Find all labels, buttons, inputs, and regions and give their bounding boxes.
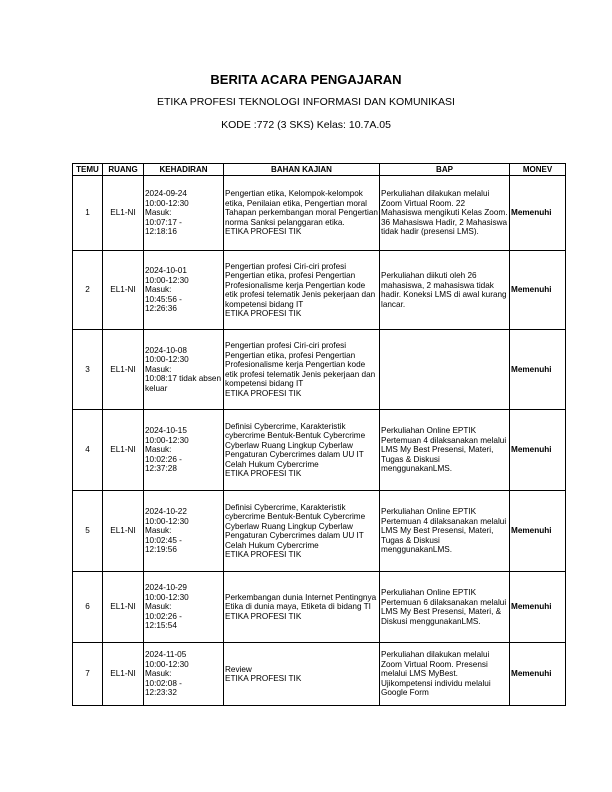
ruang-cell: EL1-NI [103, 643, 144, 706]
temu-cell: 4 [73, 410, 103, 491]
bahan-kajian-cell: Pengertian profesi Ciri-ciri profesi Pengertian etika, profesi Pengertian Profesionalisme kerja Pengertian kode etik profesi telematik Jenis pekerjaan dan kompetensi bidang IT ETIKA PROFESI TIK [224, 330, 380, 410]
temu-cell: 3 [73, 330, 103, 410]
bap-cell: Perkuliahan dilakukan melalui Zoom Virtual Room. Presensi melalui LMS MyBest. Ujikompetensi individu melalui Google Form [380, 643, 510, 706]
ruang-cell: EL1-NI [103, 410, 144, 491]
monev-cell: Memenuhi [510, 643, 566, 706]
course-code-line: KODE :772 (3 SKS) Kelas: 10.7A.05 [221, 119, 391, 131]
bahan-kajian-cell: Definisi Cybercrime, Karakteristik cybercrime Bentuk-Bentuk Cybercrime Cyberlaw Ruang Lingkup Cyberlaw Pengaturan Cybercrimes dalam UU IT Celah Hukum Cybercrime ETIKA PROFESI TIK [224, 410, 380, 491]
monev-cell: Memenuhi [510, 251, 566, 330]
bahan-kajian-cell: Pengertian etika, Kelompok-kelompok etika, Penilaian etika, Pengertian moral Tahapan perkembangan moral Pengertian norma Sanksi pelanggaran etika. ETIKA PROFESI TIK [224, 176, 380, 251]
column-header-temu: TEMU [73, 164, 103, 176]
temu-cell: 2 [73, 251, 103, 330]
column-header-kehadiran: KEHADIRAN [144, 164, 224, 176]
column-header-bahan-kajian: BAHAN KAJIAN [224, 164, 380, 176]
kehadiran-cell: 2024-10-15 10:00-12:30 Masuk: 10:02:26 - 12:37:28 [144, 410, 224, 491]
temu-cell: 6 [73, 572, 103, 643]
monev-cell: Memenuhi [510, 572, 566, 643]
kehadiran-cell: 2024-10-08 10:00-12:30 Masuk: 10:08:17 tidak absen keluar [144, 330, 224, 410]
table-row [73, 176, 566, 251]
bap-cell [380, 330, 510, 410]
temu-cell: 1 [73, 176, 103, 251]
course-name: ETIKA PROFESI TEKNOLOGI INFORMASI DAN KOMUNIKASI [157, 96, 455, 108]
column-header-ruang: RUANG [103, 164, 144, 176]
temu-cell: 7 [73, 643, 103, 706]
bap-cell: Perkuliahan diikuti oleh 26 mahasiswa, 2 mahasiswa tidak hadir. Koneksi LMS di awal kurang lancar. [380, 251, 510, 330]
bahan-kajian-cell: Review ETIKA PROFESI TIK [224, 643, 380, 706]
kehadiran-cell: 2024-10-29 10:00-12:30 Masuk: 10:02:26 - 12:15:54 [144, 572, 224, 643]
monev-cell: Memenuhi [510, 330, 566, 410]
ruang-cell: EL1-NI [103, 330, 144, 410]
table-row [73, 491, 566, 572]
ruang-cell: EL1-NI [103, 572, 144, 643]
kehadiran-cell: 2024-11-05 10:00-12:30 Masuk: 10:02:08 - 12:23:32 [144, 643, 224, 706]
bap-cell: Perkuliahan dilakukan melalui Zoom Virtual Room. 22 Mahasiswa mengikuti Kelas Zoom. 36 Mahasiswa Hadir, 2 Mahasiswa tidak hadir (presensi LMS). [380, 176, 510, 251]
column-header-bap: BAP [380, 164, 510, 176]
kehadiran-cell: 2024-09-24 10:00-12:30 Masuk: 10:07:17 - 12:18:16 [144, 176, 224, 251]
bap-cell: Perkuliahan Online EPTIK Pertemuan 6 dilaksanakan melalui LMS My Best Presensi, Materi, & Diskusi menggunakanLMS. [380, 572, 510, 643]
temu-cell: 5 [73, 491, 103, 572]
monev-cell: Memenuhi [510, 176, 566, 251]
bap-cell: Perkuliahan Online EPTIK Pertemuan 4 dilaksanakan melalui LMS My Best Presensi, Materi, Tugas & Diskusi menggunakanLMS. [380, 491, 510, 572]
document-title: BERITA ACARA PENGAJARAN [210, 72, 402, 87]
monev-cell: Memenuhi [510, 491, 566, 572]
ruang-cell: EL1-NI [103, 251, 144, 330]
ruang-cell: EL1-NI [103, 491, 144, 572]
bahan-kajian-cell: Perkembangan dunia Internet Pentingnya Etika di dunia maya, Etiketa di bidang TI ETIKA PROFESI TIK [224, 572, 380, 643]
bahan-kajian-cell: Pengertian profesi Ciri-ciri profesi Pengertian etika, profesi Pengertian Profesionalisme kerja Pengertian kode etik profesi telematik Jenis pekerjaan dan kompetensi bidang IT ETIKA PROFESI TIK [224, 251, 380, 330]
table-row [73, 330, 566, 410]
table-header-row [73, 164, 566, 176]
kehadiran-cell: 2024-10-22 10:00-12:30 Masuk: 10:02:45 - 12:19:56 [144, 491, 224, 572]
column-header-monev: MONEV [510, 164, 566, 176]
table-row [73, 410, 566, 491]
table-row [73, 251, 566, 330]
teaching-record-table [72, 163, 566, 706]
table-row [73, 572, 566, 643]
monev-cell: Memenuhi [510, 410, 566, 491]
kehadiran-cell: 2024-10-01 10:00-12:30 Masuk: 10:45:56 - 12:26:36 [144, 251, 224, 330]
bahan-kajian-cell: Definisi Cybercrime, Karakteristik cybercrime Bentuk-Bentuk Cybercrime Cyberlaw Ruang Lingkup Cyberlaw Pengaturan Cybercrimes dalam UU IT Celah Hukum Cybercrime ETIKA PROFESI TIK [224, 491, 380, 572]
table-row [73, 643, 566, 706]
ruang-cell: EL1-NI [103, 176, 144, 251]
bap-cell: Perkuliahan Online EPTIK Pertemuan 4 dilaksanakan melalui LMS My Best Presensi, Materi, Tugas & Diskusi menggunakanLMS. [380, 410, 510, 491]
